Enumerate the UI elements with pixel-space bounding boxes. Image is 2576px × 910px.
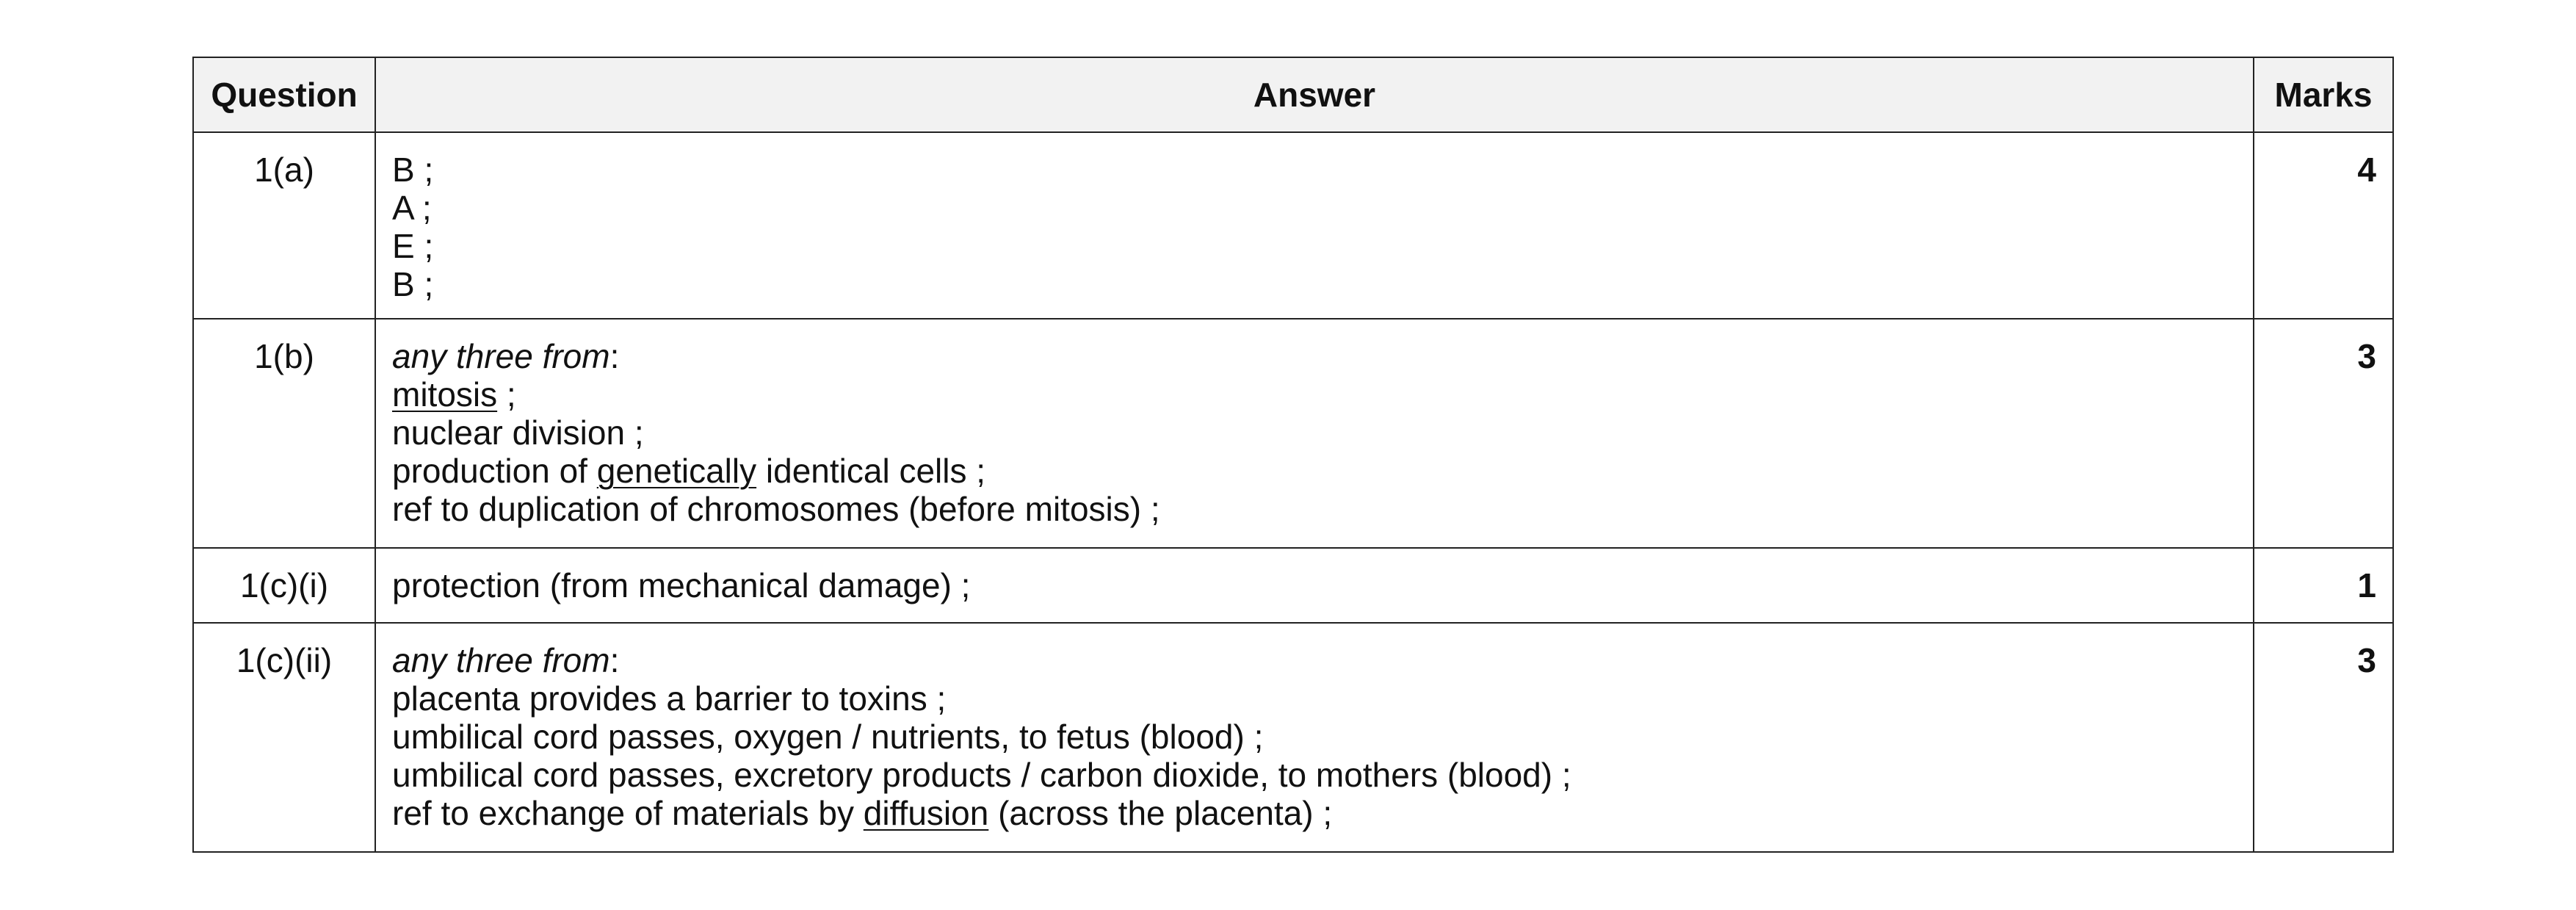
- marks-value: 4: [2254, 132, 2393, 319]
- answer-line: B ;: [392, 265, 434, 303]
- answer-line: [392, 337, 2238, 375]
- answer-cell: [375, 132, 2254, 319]
- answer-text: production of: [392, 452, 597, 490]
- answer-intro-colon: :: [609, 641, 620, 679]
- header-row: [193, 57, 2393, 132]
- answer-line: [392, 375, 2238, 414]
- answer-line: B ;: [392, 151, 434, 189]
- mark-scheme-page: [192, 57, 2392, 853]
- mark-scheme-table: [192, 57, 2394, 853]
- answer-intro: any three from: [392, 337, 610, 375]
- question-number: 1(a): [193, 132, 375, 319]
- answer-text: ref to exchange of materials by: [392, 794, 864, 832]
- answer-line: umbilical cord passes, excretory products / carbon dioxide, to mothers (blood) ;: [392, 756, 1571, 794]
- question-header: Question: [193, 57, 375, 132]
- answer-cell: [375, 623, 2254, 852]
- answer-line: umbilical cord passes, oxygen / nutrients, to fetus (blood) ;: [392, 718, 1264, 756]
- answer-line: [392, 452, 2238, 490]
- marks-value: 3: [2254, 623, 2393, 852]
- answer-cell: [375, 548, 2254, 623]
- table-row: [193, 548, 2393, 623]
- answer-line: nuclear division ;: [392, 414, 644, 452]
- question-number: 1(c)(i): [193, 548, 375, 623]
- answer-line: placenta provides a barrier to toxins ;: [392, 679, 947, 718]
- answer-text: (across the placenta) ;: [988, 794, 1333, 832]
- answer-line: E ;: [392, 227, 434, 265]
- answer-line: ref to duplication of chromosomes (before mitosis) ;: [392, 490, 1160, 528]
- table-row: [193, 132, 2393, 319]
- marks-header: Marks: [2254, 57, 2393, 132]
- answer-line: A ;: [392, 189, 432, 227]
- question-number: 1(b): [193, 319, 375, 548]
- answer-intro: any three from: [392, 641, 610, 679]
- question-number: 1(c)(ii): [193, 623, 375, 852]
- marks-value: 1: [2254, 548, 2393, 623]
- answer-text: ;: [497, 375, 516, 414]
- table-row: [193, 623, 2393, 852]
- underlined-term: diffusion: [863, 794, 989, 832]
- underlined-term: genetically: [596, 452, 757, 490]
- table-row: [193, 319, 2393, 548]
- marks-value: 3: [2254, 319, 2393, 548]
- answer-line: [392, 641, 2238, 679]
- underlined-term: mitosis: [392, 375, 498, 414]
- answer-intro-colon: :: [609, 337, 620, 375]
- answer-line: [392, 794, 2238, 832]
- answer-line: protection (from mechanical damage) ;: [392, 566, 971, 604]
- answer-header: Answer: [375, 57, 2254, 132]
- answer-cell: [375, 319, 2254, 548]
- answer-text: identical cells ;: [756, 452, 986, 490]
